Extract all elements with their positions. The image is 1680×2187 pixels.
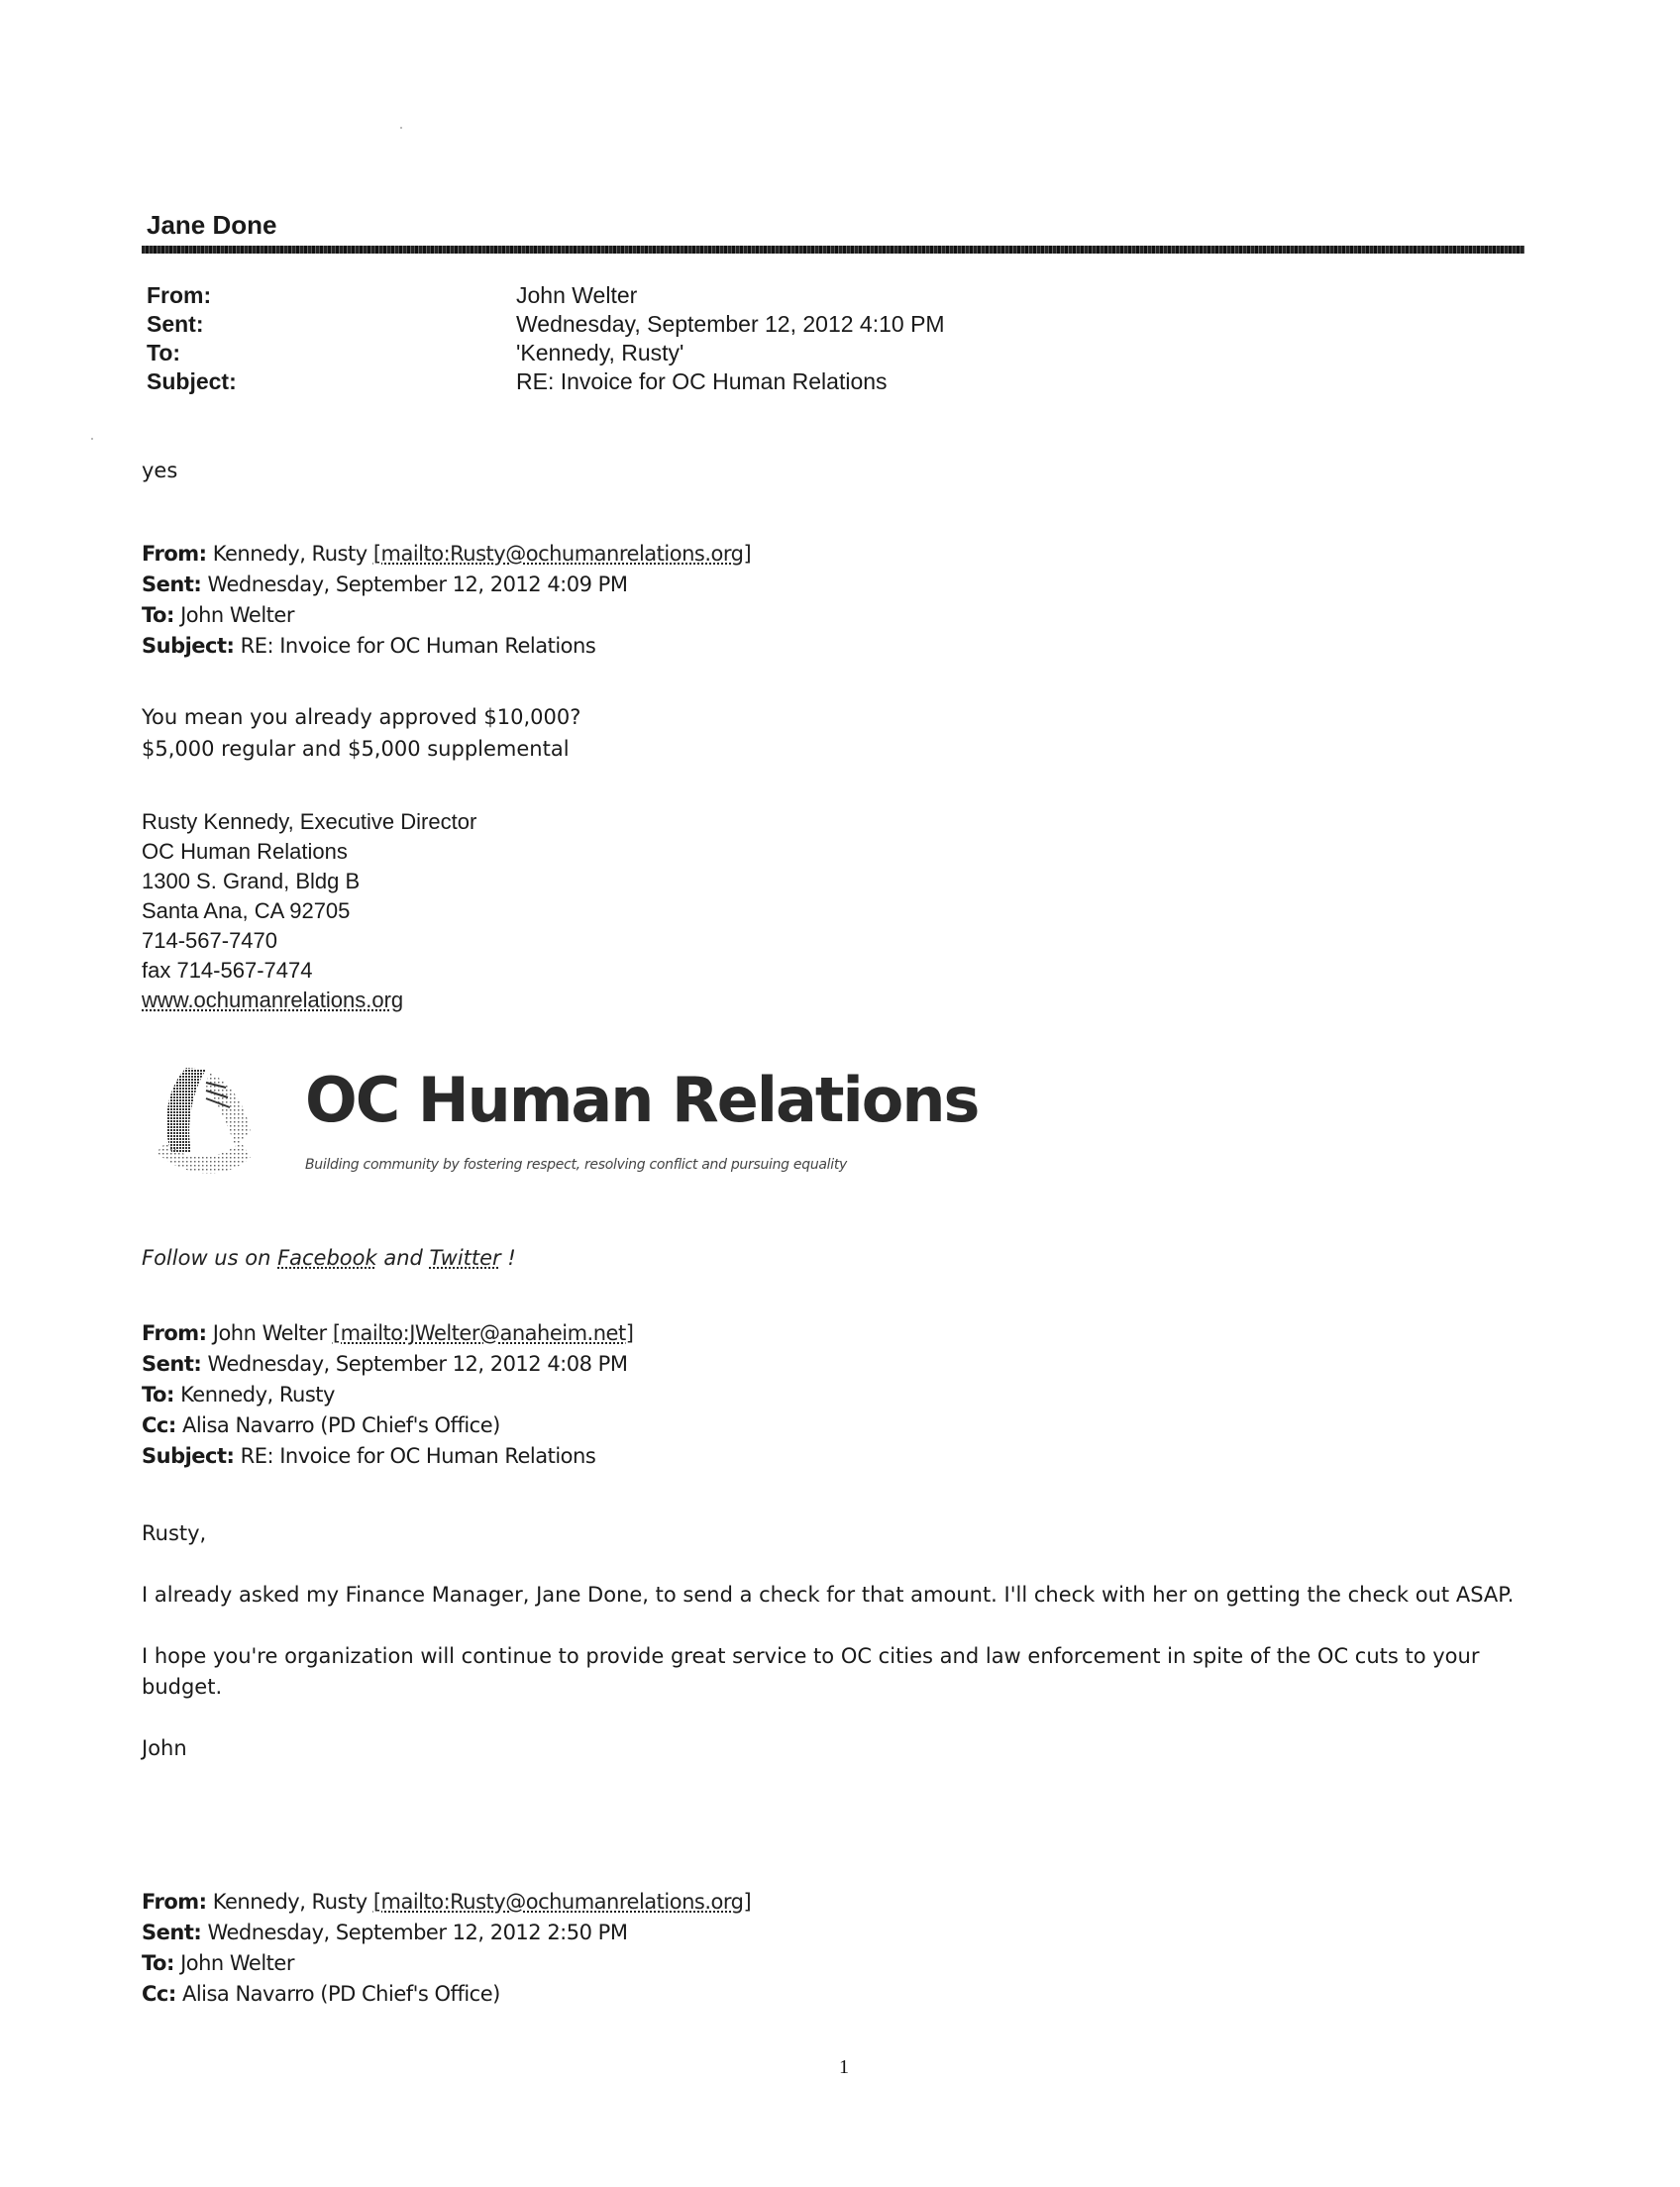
header-value: John Welter	[516, 282, 638, 308]
meta-value: RE: Invoice for OC Human Relations	[240, 1444, 596, 1468]
meta-value: Kennedy, Rusty	[212, 1890, 368, 1914]
meta-sent	[142, 1349, 633, 1380]
header-value: RE: Invoice for OC Human Relations	[516, 368, 888, 394]
header-value: Wednesday, September 12, 2012 4:10 PM	[516, 311, 945, 337]
meta-cc	[142, 1410, 633, 1441]
body-paragraph: I hope you're organization will continue to provide great service to OC cities and law enforcement in spite of the OC cuts to your budget.	[142, 1644, 1480, 1699]
reply-body: yes	[142, 459, 178, 482]
closing: John	[142, 1736, 187, 1760]
meta-from	[142, 1318, 633, 1349]
meta-from	[142, 539, 751, 570]
meta-sent	[142, 1918, 751, 1948]
header-label: Subject:	[147, 368, 237, 394]
meta-value: Kennedy, Rusty	[212, 542, 368, 566]
message2-body	[142, 1518, 1548, 1795]
signature-fax: fax 714-567-7474	[142, 958, 313, 983]
header-label: Sent:	[147, 311, 204, 337]
meta-to	[142, 1948, 751, 1979]
meta-subject	[142, 631, 751, 662]
meta-label: From:	[142, 542, 207, 566]
header-divider	[142, 246, 1524, 254]
message3-header	[142, 1887, 751, 2010]
meta-value: Kennedy, Rusty	[180, 1383, 335, 1406]
message2-header	[142, 1318, 633, 1472]
scan-speck	[400, 127, 402, 129]
meta-value: John Welter	[212, 1321, 327, 1345]
hands-globe-icon	[147, 1058, 265, 1187]
signature-phone: 714-567-7470	[142, 928, 278, 953]
meta-label: From:	[142, 1890, 207, 1914]
meta-label: Subject:	[142, 634, 235, 658]
header-value: 'Kennedy, Rusty'	[516, 340, 684, 365]
body-line: $5,000 regular and $5,000 supplemental	[142, 737, 570, 761]
meta-label: To:	[142, 1951, 174, 1975]
header-label: To:	[147, 340, 181, 365]
owner-name: Jane Done	[147, 210, 277, 240]
meta-label: To:	[142, 603, 174, 627]
meta-value: John Welter	[180, 1951, 294, 1975]
signature-city: Santa Ana, CA 92705	[142, 898, 351, 923]
header-row-from	[147, 281, 945, 310]
meta-value: John Welter	[180, 603, 294, 627]
signature-name: Rusty Kennedy, Executive Director	[142, 809, 477, 834]
meta-value: RE: Invoice for OC Human Relations	[240, 634, 596, 658]
facebook-link[interactable]: Facebook	[277, 1246, 377, 1270]
mailto-link[interactable]: [mailto:Rusty@ochumanrelations.org]	[372, 1890, 752, 1914]
message1-header	[142, 539, 751, 662]
header-row-sent	[147, 310, 945, 339]
meta-label: Cc:	[142, 1413, 176, 1437]
mailto-link[interactable]: [mailto:Rusty@ochumanrelations.org]	[372, 542, 752, 566]
meta-from	[142, 1887, 751, 1918]
social-follow-line	[142, 1246, 516, 1270]
mailto-link[interactable]: [mailto:JWelter@anaheim.net]	[332, 1321, 634, 1345]
signature	[142, 807, 476, 1015]
header-row-subject	[147, 367, 945, 396]
meta-to	[142, 1380, 633, 1410]
meta-sent	[142, 570, 751, 600]
meta-to	[142, 600, 751, 631]
logo-tagline: Building community by fostering respect, resolving conflict and pursuing equality	[305, 1157, 848, 1173]
logo-title: OC Human Relations	[305, 1064, 979, 1136]
signature-org: OC Human Relations	[142, 839, 348, 864]
top-email-header	[147, 281, 945, 396]
meta-label: Subject:	[142, 1444, 235, 1468]
twitter-link[interactable]: Twitter	[429, 1246, 501, 1270]
meta-label: Sent:	[142, 573, 202, 596]
header-row-to	[147, 339, 945, 367]
page-number: 1	[839, 2056, 849, 2078]
meta-label: Sent:	[142, 1352, 202, 1376]
meta-value: Wednesday, September 12, 2012 4:09 PM	[207, 573, 628, 596]
meta-value: Alisa Navarro (PD Chief's Office)	[181, 1413, 500, 1437]
header-label: From:	[147, 282, 212, 308]
meta-cc	[142, 1979, 751, 2010]
signature-address: 1300 S. Grand, Bldg B	[142, 869, 361, 893]
meta-label: To:	[142, 1383, 174, 1406]
meta-label: From:	[142, 1321, 207, 1345]
scan-speck	[91, 438, 93, 440]
follow-text: Follow us on	[142, 1246, 278, 1270]
meta-value: Alisa Navarro (PD Chief's Office)	[181, 1982, 500, 2006]
follow-text: !	[500, 1246, 516, 1270]
org-logo	[147, 1058, 1038, 1197]
meta-value: Wednesday, September 12, 2012 4:08 PM	[207, 1352, 628, 1376]
website-link[interactable]: www.ochumanrelations.org	[142, 988, 404, 1012]
body-line: You mean you already approved $10,000?	[142, 705, 581, 729]
meta-label: Cc:	[142, 1982, 176, 2006]
meta-label: Sent:	[142, 1921, 202, 1944]
meta-subject	[142, 1441, 633, 1472]
message1-body	[142, 701, 580, 765]
body-paragraph: I already asked my Finance Manager, Jane Done, to send a check for that amount. I'll check with her on getting the check out ASAP.	[142, 1583, 1515, 1607]
meta-value: Wednesday, September 12, 2012 2:50 PM	[207, 1921, 628, 1944]
greeting: Rusty,	[142, 1521, 207, 1545]
follow-text: and	[376, 1246, 430, 1270]
